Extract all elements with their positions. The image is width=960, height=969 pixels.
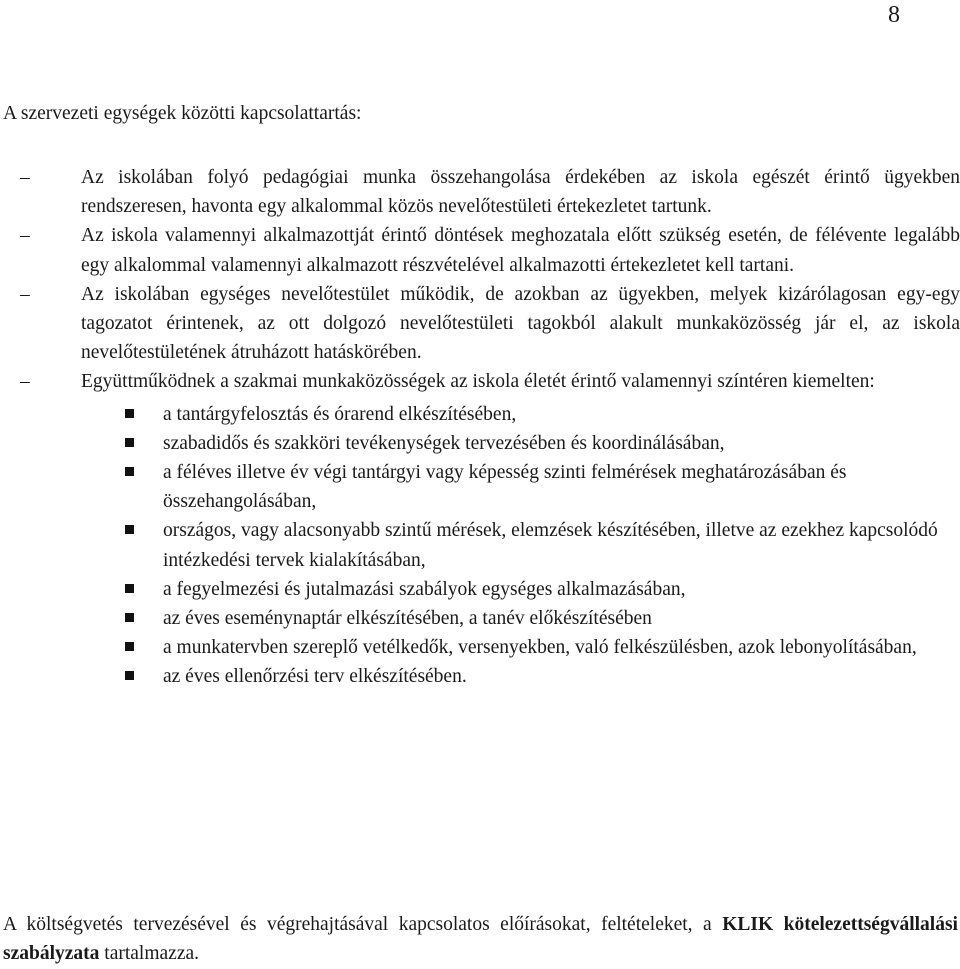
dash-marker: – — [20, 283, 30, 305]
list-item-text: Együttműködnek a szakmai munkaközösségek az iskola életét érintő valamennyi színtéren kiemelten: — [81, 371, 875, 393]
bullet-text: a tantárgyfelosztás és órarend elkészítésében, — [163, 403, 517, 425]
bullet-item — [81, 633, 960, 662]
section-title: A szervezeti egységek közötti kapcsolattartás: — [3, 103, 362, 124]
closing-paragraph — [3, 910, 958, 968]
bullet-text: az éves ellenőrzési terv elkészítésében. — [163, 666, 467, 688]
square-bullet-icon — [125, 409, 134, 418]
square-bullet-icon — [125, 467, 134, 476]
closing-text: A költségvetés tervezésével és végrehajtásával kapcsolatos előírásokat, feltételeket, a — [3, 914, 723, 935]
bullet-text: országos, vagy alacsonyabb szintű mérések, elemzések készítésében, illetve az ezekhez kapcsolódó intézkedési tervek kialakításában, — [163, 520, 938, 571]
square-bullet-icon — [125, 525, 134, 534]
closing-bold-text: KLIK kötelezettségvállalási szabályzata — [3, 914, 958, 964]
square-bullet-icon — [125, 438, 134, 447]
bullet-item — [81, 429, 960, 458]
list-item-text: Az iskola valamennyi alkalmazottját érintő döntések meghozatala előtt szükség esetén, de félévente legalább egy alkalommal valamennyi alkalmazott részvételével alkalmazotti értekezletet kell tartani. — [81, 225, 960, 276]
bullet-item — [81, 400, 960, 429]
square-bullet-icon — [125, 613, 134, 622]
bullet-item — [81, 604, 960, 633]
dash-marker: – — [20, 371, 30, 393]
square-bullet-icon — [125, 671, 134, 680]
bullet-text: az éves eseménynaptár elkészítésében, a tanév előkészítésében — [163, 608, 652, 630]
dash-marker: – — [20, 167, 30, 188]
bullet-text: szabadidős és szakköri tevékenységek tervezésében és koordinálásában, — [163, 432, 725, 454]
list-item — [0, 221, 960, 279]
closing-text-end: tartalmazza. — [99, 943, 200, 964]
list-item-text: Az iskolában folyó pedagógiai munka összehangolása érdekében az iskola egészét érintő ügyekben rendszeresen, havonta egy alkalommal közös nevelőtestületi értekezletet tartunk. — [81, 167, 960, 218]
bullet-item — [81, 575, 960, 604]
dash-marker: – — [20, 225, 30, 247]
square-bullet-icon — [125, 642, 134, 651]
bullet-item — [81, 458, 960, 516]
bullet-text: a fegyelmezési és jutalmazási szabályok egységes alkalmazásában, — [163, 578, 686, 600]
dash-list — [0, 163, 960, 692]
bullet-text: a munkatervben szereplő vetélkedők, versenyekben, való felkészülésben, azok lebonyolításában, — [163, 637, 917, 659]
bullet-item — [81, 516, 960, 574]
square-bullet-icon — [125, 584, 134, 593]
list-item-text: Az iskolában egységes nevelőtestület működik, de azokban az ügyekben, melyek kizárólagosan egy-egy tagozatot érintenek, az ott dolgozó nevelőtestületi tagokból alakult munkaközösség jár el, az iskola nevelőtestületének átruházott hatáskörében. — [81, 283, 960, 364]
page-number: 8 — [888, 2, 900, 28]
bullet-list — [81, 400, 960, 692]
list-item — [0, 163, 960, 221]
list-item — [0, 280, 960, 368]
bullet-item — [81, 662, 960, 691]
list-item — [0, 367, 960, 691]
bullet-text: a féléves illetve év végi tantárgyi vagy képesség szinti felmérések meghatározásában és összehangolásában, — [163, 462, 847, 513]
